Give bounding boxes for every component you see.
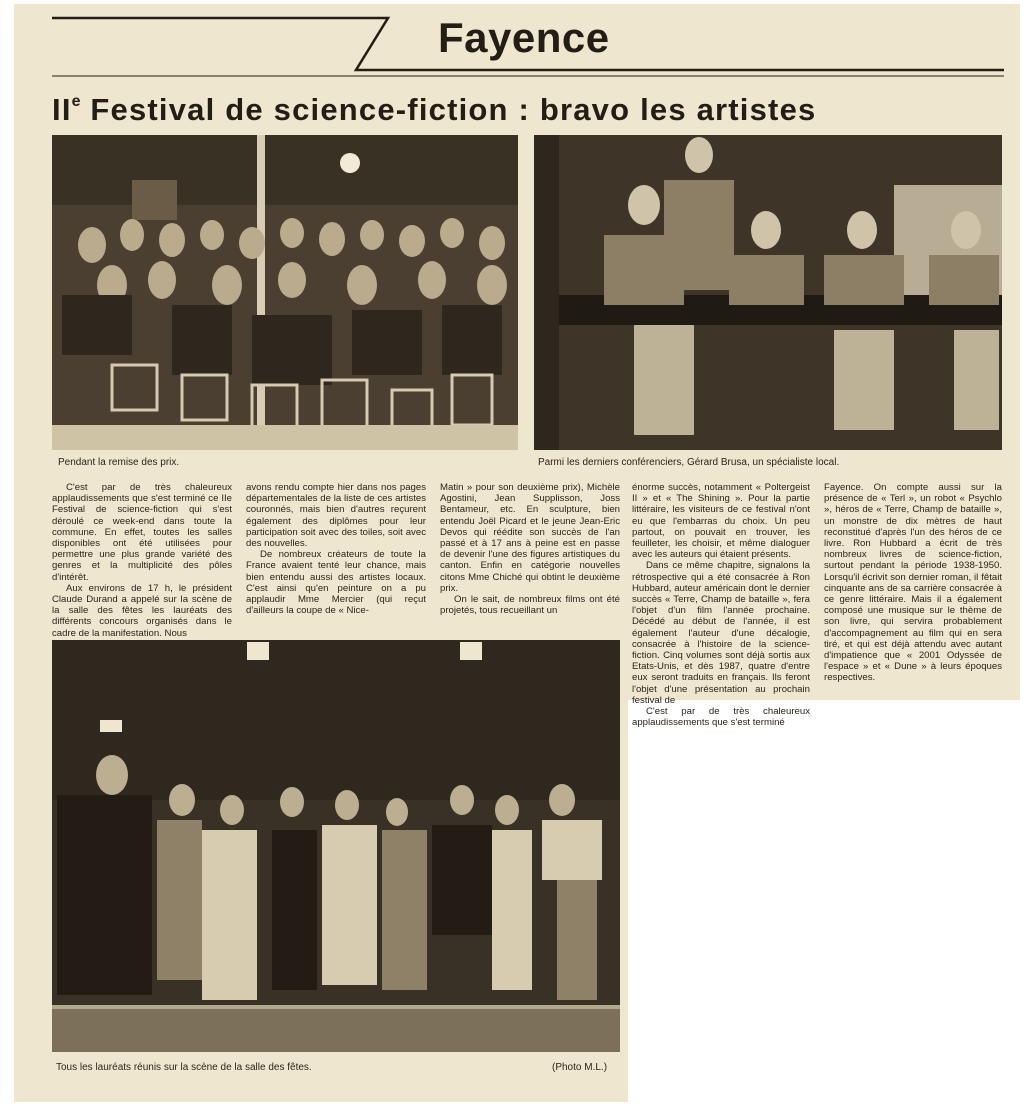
blank-area (628, 700, 1024, 1104)
article-column-3 (440, 482, 620, 616)
article-headline: IIe Festival de science-fiction : bravo les artistes (52, 92, 817, 127)
paragraph: Matin » pour son deuxième prix), Michèle Agostini, Jean Supplisson, Joss Bentameur, etc. En sculpture, bien entendu Joël Picard et le jeune Jean-Eric Devos qui réédite son succès de l'an passé et à 17 ans à peine est en passe de devenir l'une des figures artistiques du canton. Enfin en catégorie nouvelles citons Mme Chiché qui obtint le deuxième prix. (440, 482, 620, 594)
article-column-5 (824, 482, 1002, 684)
section-rubric: Fayence (438, 14, 610, 61)
photo-credit: (Photo M.L.) (552, 1062, 608, 1073)
article-column-4 (632, 482, 810, 728)
photo-audience (52, 135, 518, 450)
paragraph: Aux environs de 17 h, le président Claude Durand a appelé sur la scène de la salle des fêtes les lauréats des différents concours organisés dans le cadre de la manifestation. Nous (52, 582, 232, 639)
paragraph: De nombreux créateurs de toute la France avaient tenté leur chance, mais bien entendu aussi des artistes locaux. C'est ainsi qu'en peinture on a pu applaudir Mme Mercier (qui reçut d'ailleurs la coupe de « Nice- (246, 549, 426, 617)
photo-panel (534, 135, 1002, 450)
caption-panel: Parmi les derniers conférenciers, Gérard Brusa, un spécialiste local. (538, 457, 840, 468)
caption-laureates: Tous les lauréats réunis sur la scène de la salle des fêtes. (56, 1062, 312, 1073)
paragraph: On le sait, de nombreux films ont été projetés, tous recueillant un (440, 594, 620, 617)
paragraph: Fayence. On compte aussi sur la présence de « Terl », un robot « Psychlo », héros de « Terre, Champ de bataille », un monstre de dix mètres de haut reconstitué d'après l'un des héros de ce livre. Ron Hubbard a écrit de très nombreux livres de science-fiction, surtout pendant la période 1938-1950. Lorsqu'il écrivit son dernier roman, il fêtait cinquante ans de sa carrière consacrée à ce genre littéraire. Mais il a également composé une musique sur le thème de son livre, qui servira probablement d'accompagnement au film qui en sera tiré, et qui est déjà attendu avec autant d'impatience que « 2001 Odyssée de l'espace » et « Dune » à leurs époques respectives. (824, 482, 1002, 684)
paragraph: C'est par de très chaleureux applaudissements que s'est terminé ce IIe Festival de science-fiction qui s'est déroulé ce week-end dans toute la commune. En effet, toutes les salles disponibles ont été utilisées pour permettre une plus grande variété des genres et la multiplicité des pôles d'intérêt. (52, 482, 232, 583)
paragraph: énorme succès, notamment « Poltergeist II » et « The Shining ». Pour la partie littéraire, les visiteurs de ce festival n'ont eu que l'embarras du choix. Un peu partout, on pouvait en trouver, les feuilleter, les choisir, et même dialoguer avec les auteurs qui étaient présents. (632, 482, 810, 561)
caption-audience: Pendant la remise des prix. (58, 457, 180, 468)
paragraph: avons rendu compte hier dans nos pages départementales de la liste de ces artistes couronnés, mais bien d'autres reçurent également des diplômes pour leur participation soit avec des toiles, soit avec des nouvelles. (246, 482, 426, 550)
paragraph: C'est par de très chaleureux applaudissements que s'est terminé (632, 706, 810, 729)
article-column-2 (246, 482, 426, 616)
article-column-1 (52, 482, 232, 639)
photo-laureates (52, 640, 620, 1052)
paragraph: Dans ce même chapitre, signalons la rétrospective qui a été consacrée à Ron Hubbard, auteur américain dont le dernier succès « Terre, Champ de bataille », fera l'objet d'un film l'année prochaine. Décédé au début de l'année, il est également l'auteur d'une décalogie, consacrée à l'histoire de la science-fiction. Cinq volumes sont déjà sortis aux Etats-Unis, et dès 1987, quatre d'entre eux seront traduits en français. Ils feront l'objet d'une présentation au prochain festival de (632, 560, 810, 706)
